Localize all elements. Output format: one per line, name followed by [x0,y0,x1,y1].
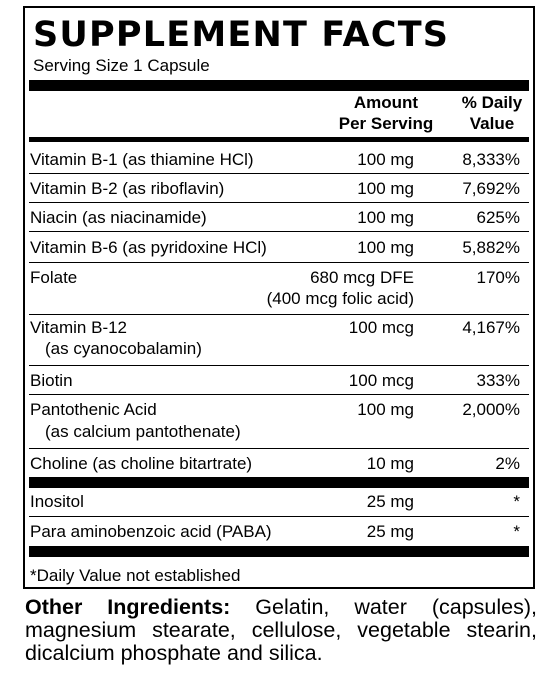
nutrient-name: Vitamin B-2 (as riboflavin) [30,179,225,198]
nutrient-amount: 680 mcg DFE [310,268,414,287]
thick-divider [29,546,529,557]
nutrient-amount: 25 mg [366,492,414,511]
nutrient-name: Niacin (as niacinamide) [30,208,207,227]
nutrient-amount: 25 mg [366,522,414,541]
nutrient-amount: 100 mg [357,150,414,169]
nutrient-amount: 100 mcg [348,318,414,337]
row-divider [29,448,529,449]
header-divider [29,137,529,142]
row-divider [29,231,529,232]
nutrient-daily-value: 4,167% [462,318,520,337]
nutrient-name: Para aminobenzoic acid (PABA) [30,522,272,541]
nutrient-amount: 100 mg [357,238,414,257]
row-divider [29,516,529,517]
other-ingredients-text: Gelatin, water (capsules), magnesium stearate, cellulose, vegetable stearin, dicalcium phosphate and silica. [25,595,537,665]
amount-header: Amount Per Serving [338,93,434,133]
daily-value-header: % Daily Value [461,93,523,133]
nutrient-name: Inositol [30,492,84,511]
row-divider [29,262,529,263]
nutrient-daily-value: 625% [476,208,520,227]
serving-size: Serving Size 1 Capsule [33,56,210,75]
supplement-facts-panel [23,6,535,589]
nutrient-name: Vitamin B-12 [30,318,128,337]
nutrient-name: Choline (as choline bitartrate) [30,454,253,473]
nutrient-amount: 100 mg [357,179,414,198]
nutrient-name: Folate [30,268,78,287]
nutrient-name: Vitamin B-1 (as thiamine HCl) [30,150,254,169]
row-divider [29,173,529,174]
thick-divider [29,477,529,488]
nutrient-daily-value: 2% [495,454,520,473]
nutrient-daily-value: 170% [476,268,520,287]
nutrient-source: (as calcium pantothenate) [45,422,241,441]
other-ingredients-label: Other Ingredients: [25,595,231,619]
nutrient-name: Pantothenic Acid [30,400,157,419]
nutrient-amount: 100 mg [357,400,414,419]
nutrient-amount: 100 mcg [348,371,414,390]
nutrient-source: (as cyanocobalamin) [45,339,202,358]
thick-divider [29,80,529,91]
nutrient-name: Vitamin B-6 (as pyridoxine HCl) [30,238,267,257]
nutrient-name: Biotin [30,371,73,390]
nutrient-daily-value: 5,882% [462,238,520,257]
nutrient-amount: 10 mg [366,454,414,473]
nutrient-amount-detail: (400 mcg folic acid) [266,289,414,308]
nutrient-daily-value: 7,692% [462,179,520,198]
other-ingredients [25,596,537,665]
panel-title: SUPPLEMENT FACTS [33,15,450,55]
row-divider [29,394,529,395]
nutrient-amount: 100 mg [357,208,414,227]
row-divider [29,202,529,203]
nutrient-daily-value: 2,000% [462,400,520,419]
daily-value-footnote: *Daily Value not established [30,566,241,585]
nutrient-daily-value: 8,333% [462,150,520,169]
nutrient-daily-value: * [513,522,520,541]
nutrient-daily-value: 333% [476,371,520,390]
row-divider [29,314,529,315]
nutrient-daily-value: * [513,492,520,511]
row-divider [29,365,529,366]
